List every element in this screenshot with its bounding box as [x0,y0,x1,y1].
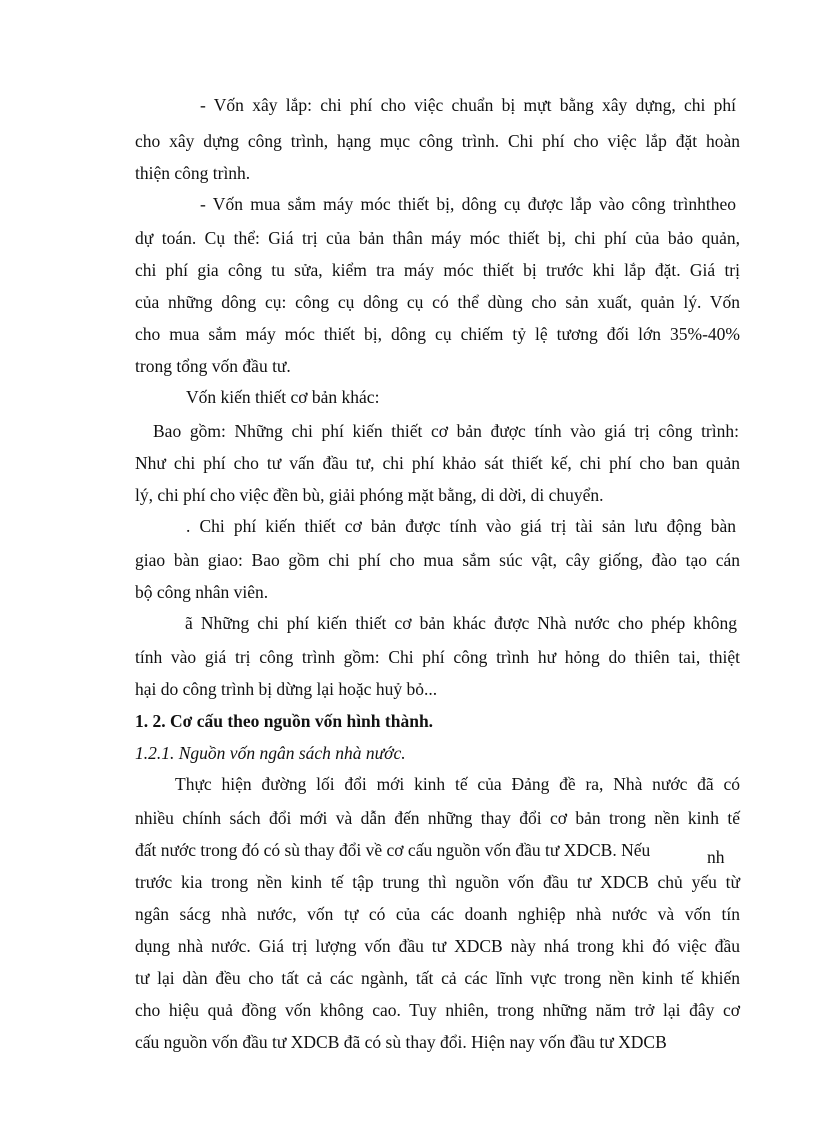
stray-text: nh [707,847,725,867]
text-line: ngân sácg nhà nước, vốn tự có của các doanh nghiệp nhà nước và vốn tín [135,904,740,924]
text-line: lý, chi phí cho việc đền bù, giải phóng mặt bằng, di dời, di chuyển. [135,485,604,505]
text-line: cho hiệu quả đồng vốn không cao. Tuy nhiên, trong những năm trở lại đây cơ [135,1000,740,1020]
text-line: giao bàn giao: Bao gồm chi phí cho mua sắm súc vật, cây giống, đào tạo cán [135,550,740,570]
text-line: ã Những chi phí kiến thiết cơ bản khác được Nhà nước cho phép không [185,613,737,633]
text-line: - Vốn xây lắp: chi phí cho việc chuẩn bị mựt bằng xây dựng, chi phí [200,95,736,115]
text-line: cho xây dựng công trình, hạng mục công trình. Chi phí cho việc lắp đặt hoàn [135,131,740,151]
section-heading: 1. 2. Cơ cấu theo nguồn vốn hình thành. [135,711,434,731]
text-line: hại do công trình bị dừng lại hoặc huỷ bỏ... [135,679,438,699]
text-line: chi phí gia công tu sửa, kiểm tra máy móc thiết bị trước khi lắp đặt. Giá trị [135,260,740,280]
text-line: dụng nhà nước. Giá trị lượng vốn đầu tư XDCB này nhá trong khi đó việc đầu [135,936,740,956]
text-line: Như chi phí cho tư vấn đầu tư, chi phí khảo sát thiết kế, chi phí cho ban quản [135,453,740,473]
text-line: tư lại dàn đều cho tất cả các ngành, tất cả các lĩnh vực trong nền kinh tế khiến [135,968,740,988]
text-line: . Chi phí kiến thiết cơ bản được tính vào giá trị tài sản lưu động bàn [186,516,736,536]
text-line: trước kia trong nền kinh tế tập trung thì nguồn vốn đầu tư XDCB chủ yếu từ [135,872,740,892]
text-line: cấu nguồn vốn đầu tư XDCB đã có sù thay đổi. Hiện nay vốn đầu tư XDCB [135,1032,667,1052]
text-line: nhiều chính sách đổi mới và dẫn đến những thay đổi cơ bản trong nền kinh tế [135,808,740,828]
subsection-heading: 1.2.1. Nguồn vốn ngân sách nhà nước. [135,743,406,763]
text-line: Thực hiện đường lối đổi mới kinh tế của Đảng đề ra, Nhà nước đã có [175,774,740,794]
text-line: tính vào giá trị công trình gồm: Chi phí công trình hư hỏng do thiên tai, thiệt [135,647,740,667]
text-line: - Vốn mua sắm máy móc thiết bị, dông cụ được lắp vào công trìnhtheo [200,194,736,214]
text-line: của những dông cụ: công cụ dông cụ có thể dùng cho sản xuất, quản lý. Vốn [135,292,740,312]
text-line: Bao gồm: Những chi phí kiến thiết cơ bản được tính vào giá trị công trình: [153,421,739,441]
text-line: bộ công nhân viên. [135,582,269,602]
text-line: Vốn kiến thiết cơ bản khác: [186,387,380,407]
text-line: dự toán. Cụ thể: Giá trị của bản thân máy móc thiết bị, chi phí của bảo quản, [135,228,740,248]
text-line: trong tổng vốn đầu tư. [135,356,291,376]
text-line: thiện công trình. [135,163,251,183]
text-line: cho mua sắm máy móc thiết bị, dông cụ chiếm tỷ lệ tương đối lớn 35%-40% [135,324,740,344]
text-line: đất nước trong đó có sù thay đổi về cơ cấu nguồn vốn đầu tư XDCB. Nếu [135,840,651,860]
